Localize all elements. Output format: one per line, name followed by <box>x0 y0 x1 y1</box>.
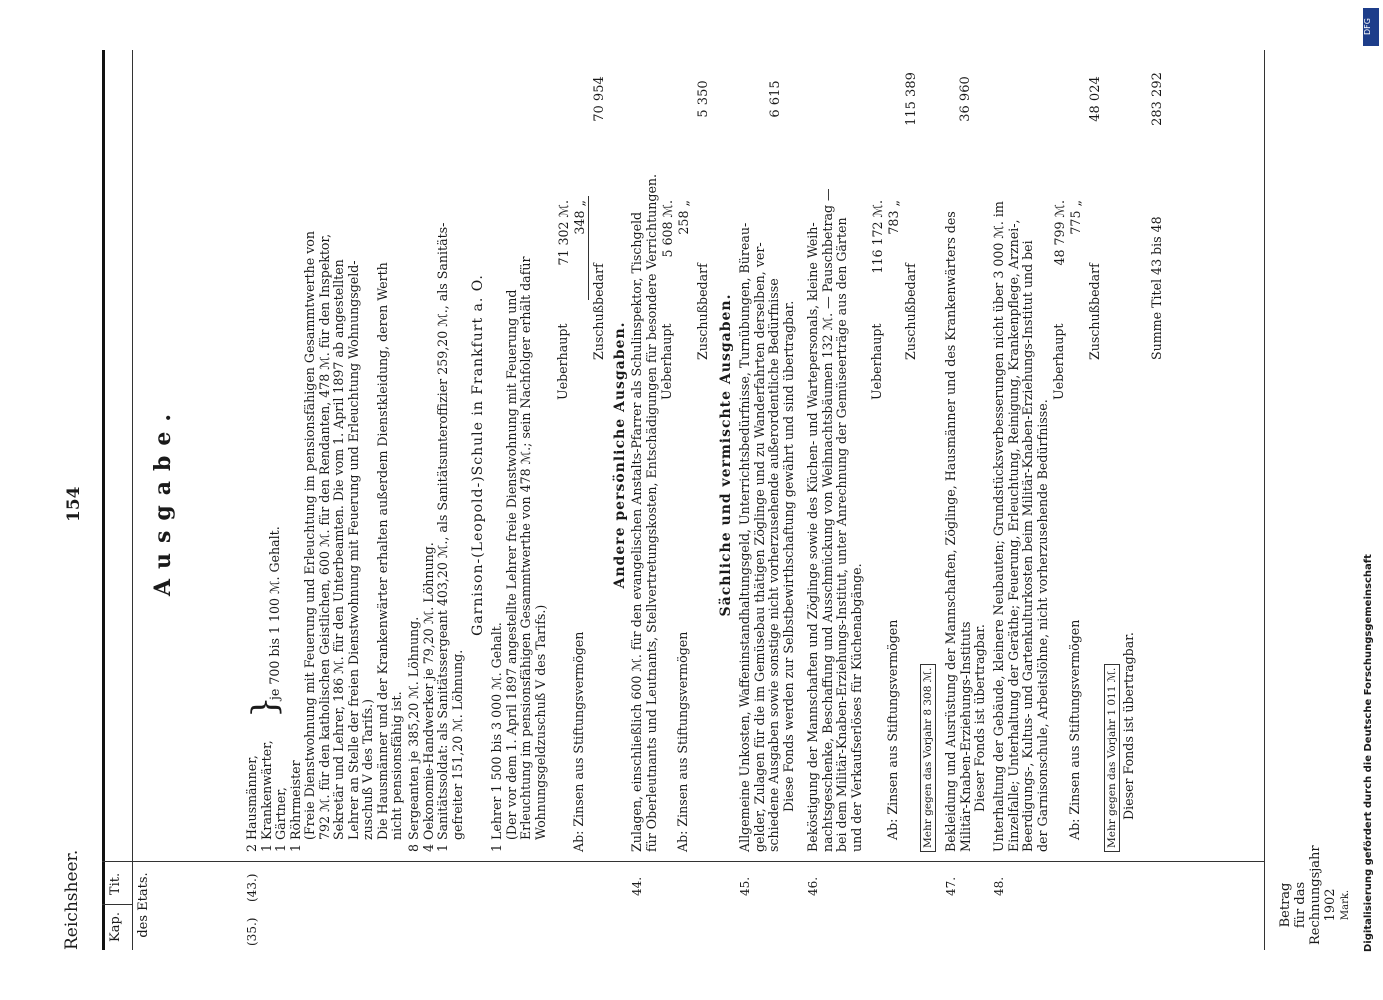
t46-line: Beköstigung der Mannschaften und Zöglinge sowie des Küchen- und Wartepersonals, kleine Weih- <box>805 222 820 852</box>
amount-heading-line3: Rechnungsjahr <box>1308 845 1323 945</box>
bedarf1-amount: 70 954 <box>592 76 607 122</box>
school-heading: Garnison-(Leopold-)Schule in Frankfurt a. O. <box>470 274 486 636</box>
total48-value: 48 799 ℳ. <box>1052 200 1067 266</box>
total46-value: 116 172 ℳ. <box>870 200 885 274</box>
dfg-logo: DFG <box>1363 8 1379 46</box>
tit-44: 44. <box>630 876 644 896</box>
rank-line: gefreiter 151,20 ℳ. Löhnung. <box>449 649 465 840</box>
tit-ref: (43.) <box>245 873 259 902</box>
kap-ref: (35.) <box>245 917 259 946</box>
t48-line: Beerdigungs-, Kultus- und Gartenkulturkosten beim Militär-Knaben-Erziehungs-Institut und bei <box>1020 240 1035 852</box>
staff-line: 1 Röhrmeister <box>287 760 303 852</box>
total1-label: Ueberhaupt <box>555 323 570 400</box>
school-line: (Der vor dem 1. April 1897 angestellte Lehrer freie Dienstwohnung mit Feuerung und <box>503 289 519 840</box>
amount-heading <box>1278 845 1353 945</box>
school-line: Erleuchtung im pensionsfähigen Gesammtwerthe von 478 ℳ.; sein Nachfolger erhält dafür <box>518 256 533 840</box>
total44-value: 5 608 ℳ. <box>660 200 675 258</box>
t44-line: Zulagen, einschließlich 600 ℳ. für den evangelischen Anstalts-Pfarrer als Schulinspektor, Tischgeld <box>629 211 644 852</box>
para-line: 792 ℳ. für den katholischen Geistlichen, 600 ℳ. für den Rendanten, 478 ℳ. für den Inspektor, <box>316 233 332 840</box>
col-rule-kap-tit <box>102 904 132 905</box>
t45-line: Allgemeine Unkosten, Waffeninstandhaltungsgeld, Unterrichtsbedürfnisse, Turnübungen, Büreau- <box>737 222 752 852</box>
total48-label: Ueberhaupt <box>1051 323 1066 400</box>
t48-line: Unterhaltung der Gebäude, kleinere Neubauten; Grundstücksverbesserungen nicht über 3 000 ℳ. im <box>991 201 1006 852</box>
t45-line: Diese Fonds werden zur Selbstbewirthschaftung gewährt und sind übertragbar. <box>780 300 796 812</box>
note-48: Mehr gegen das Vorjahr 1 011 ℳ. <box>1104 664 1120 852</box>
t46-line: bei dem Militär-Knaben-Erziehungs-Institut, unter Anrechnung der Gemüseerträge aus den Gärten <box>834 217 849 852</box>
running-head: Reichsheer. <box>62 849 82 950</box>
minus44-label: Ab: Zinsen aus Stiftungsvermögen <box>675 631 690 852</box>
staff-line: 2 Hausmänner, <box>244 755 259 852</box>
rank-line: 4 Oekonomie-Handwerker je 79,20 ℳ. Löhnung. <box>420 542 436 852</box>
total46-label: Ueberhaupt <box>869 323 884 400</box>
bedarf44-label: Zuschußbedarf <box>695 263 710 360</box>
para-line: Sekretär und Lehrer, 186 ℳ. für den Unterbeamten. Die vom 1. April 1897 ab angestellten <box>331 259 346 840</box>
staff-list <box>245 740 303 852</box>
tit-heading: Tit. <box>108 872 123 896</box>
total44-label: Ueberhaupt <box>659 323 674 400</box>
t47-line: Bekleidung und Ausrüstung der Mannschaften, Zöglinge, Hausmänner und des Krankenwärters des <box>943 211 958 852</box>
tit-46: 46. <box>806 876 820 896</box>
t46-text <box>806 188 864 852</box>
sum-rule <box>588 196 589 300</box>
header-bottom-rule <box>132 50 133 950</box>
amount-heading-line2: für das <box>1293 881 1308 929</box>
col47-amount: 36 960 <box>958 76 973 122</box>
t44-text <box>630 174 659 852</box>
tit-48: 48. <box>992 876 1006 896</box>
t48-text <box>992 201 1050 852</box>
table-top-rule <box>102 50 105 950</box>
t45-line: schiedene Ausgaben sowie sonstige nicht vorherzusehende außerordentliche Bedürfnisse <box>766 278 781 852</box>
t46-line: nachtsgeschenke, Beschaffung und Ausschmückung von Weihnachtsbäumen 132 ℳ. — Pauschbetrag — <box>819 188 835 852</box>
amount-heading-line1: Betrag <box>1278 882 1293 928</box>
bedarf48-label: Zuschußbedarf <box>1087 263 1102 360</box>
school-line: 1 Lehrer 1 500 bis 3 000 ℳ. Gehalt. <box>489 622 504 852</box>
para-line: Lehrer an Stelle der freien Dienstwohnung mit Feuerung und Erleuchtung Wohnungsgeld- <box>345 260 361 840</box>
t45-text <box>738 223 796 852</box>
section-title: Ausgabe. <box>150 403 176 597</box>
minus46-value: 783 „ <box>886 200 901 235</box>
minus48-value: 775 „ <box>1068 200 1083 235</box>
heading-45: Sächliche und vermischte Ausgaben. <box>718 293 734 617</box>
t44-line: für Oberleutnants und Leutnants, Stellvertretungskosten, Entschädigungen für besondere Verrichtungen. <box>643 173 659 852</box>
amount-unit: Mark. <box>1340 889 1351 921</box>
bedarf48-amount: 48 024 <box>1088 76 1103 122</box>
t46-line: und der Verkaufserlöses für Küchenabgänge. <box>848 563 864 852</box>
para-line: nicht pensionsfähig ist. <box>389 691 404 840</box>
tit-47: 47. <box>944 876 958 896</box>
minus1-label: Ab: Zinsen aus Stiftungsvermögen <box>571 631 586 852</box>
bedarf44-amount: 5 350 <box>696 80 711 118</box>
staff-salary: je 700 bis 1 100 ℳ. Gehalt. <box>267 526 282 700</box>
para-line: zuschuß V des Tarifs.) <box>360 699 375 840</box>
heading-44: Andere persönliche Ausgaben. <box>612 321 628 589</box>
kap-heading: Kap. <box>108 912 123 942</box>
sum-amount: 283 292 <box>1150 72 1165 126</box>
note-46: Mehr gegen das Vorjahr 8 308 ℳ. <box>920 664 936 852</box>
staff-line: 1 Gärtner, <box>273 787 288 852</box>
minus44-value: 258 „ <box>676 200 691 235</box>
rank-line: 8 Sergeanten je 385,20 ℳ. Löhnung. <box>406 616 421 852</box>
t47-text <box>944 211 988 852</box>
bedarf46-label: Zuschußbedarf <box>903 263 918 360</box>
minus1-value: 348 „ <box>572 200 587 235</box>
note-48b: Dieser Fonds ist übertragbar. <box>1121 632 1136 820</box>
para-line: (Freie Dienstwohnung mit Feuerung und Erleuchtung im pensionsfähigen Gesammtwerthe von <box>302 230 317 840</box>
staff-paragraph <box>303 231 405 840</box>
col-rule-tit-text <box>102 861 1264 862</box>
bedarf1-label: Zuschußbedarf <box>591 263 606 360</box>
school-lines <box>490 257 548 852</box>
col45-amount: 6 615 <box>768 80 783 118</box>
amount-column-rule <box>1264 50 1265 950</box>
t47-line: Militär-Knaben-Erziehungs-Instituts <box>957 621 973 852</box>
t47-line: Dieser Fonds ist übertragbar. <box>972 624 987 812</box>
rank-line: 1 Sanitätssoldat: als Sanitätssergeant 403,20 ℳ., als Sanitätsunteroffizier 259,20 ℳ., als Sanitäts- <box>435 222 450 852</box>
minus48-label: Ab: Zinsen aus Stiftungsvermögen <box>1067 619 1082 840</box>
digitization-credit: Digitalisierung gefördert durch die Deutsche Forschungsgemeinschaft <box>1363 554 1374 952</box>
page-number: 154 <box>64 486 84 522</box>
school-line: Wohnungsgeldzuschuß V des Tarifs.) <box>532 604 548 840</box>
t45-line: gelder, Zulagen für die im Gemüsebau thätigen Zöglinge und zu Wanderfahrten derselben, ver- <box>751 242 767 852</box>
staff-line: 1 Krankenwärter, <box>258 740 274 852</box>
total1-value: 71 302 ℳ. <box>556 200 571 266</box>
brace: } <box>245 696 285 718</box>
minus46-label: Ab: Zinsen aus Stiftungsvermögen <box>885 619 900 840</box>
t48-line: Einzelfalle; Unterhaltung der Geräthe; Feuerung, Erleuchtung, Reinigung, Krankenpflege, Arznei-, <box>1005 219 1021 852</box>
para-line: Die Hausmänner und der Krankenwärter erhalten außerdem Dienstkleidung, deren Werth <box>374 262 390 840</box>
des-etats-heading: des Etats. <box>136 872 151 938</box>
t48-line: der Garnisonschule, Arbeitslöhne, nicht vorherzusehende Bedürfnisse. <box>1034 399 1050 852</box>
tit-45: 45. <box>738 876 752 896</box>
amount-heading-line4: 1902 <box>1323 888 1338 922</box>
bedarf46-amount: 115 389 <box>904 72 919 126</box>
ranks-list <box>407 223 465 852</box>
sum-label: Summe Titel 43 bis 48 <box>1149 216 1164 360</box>
